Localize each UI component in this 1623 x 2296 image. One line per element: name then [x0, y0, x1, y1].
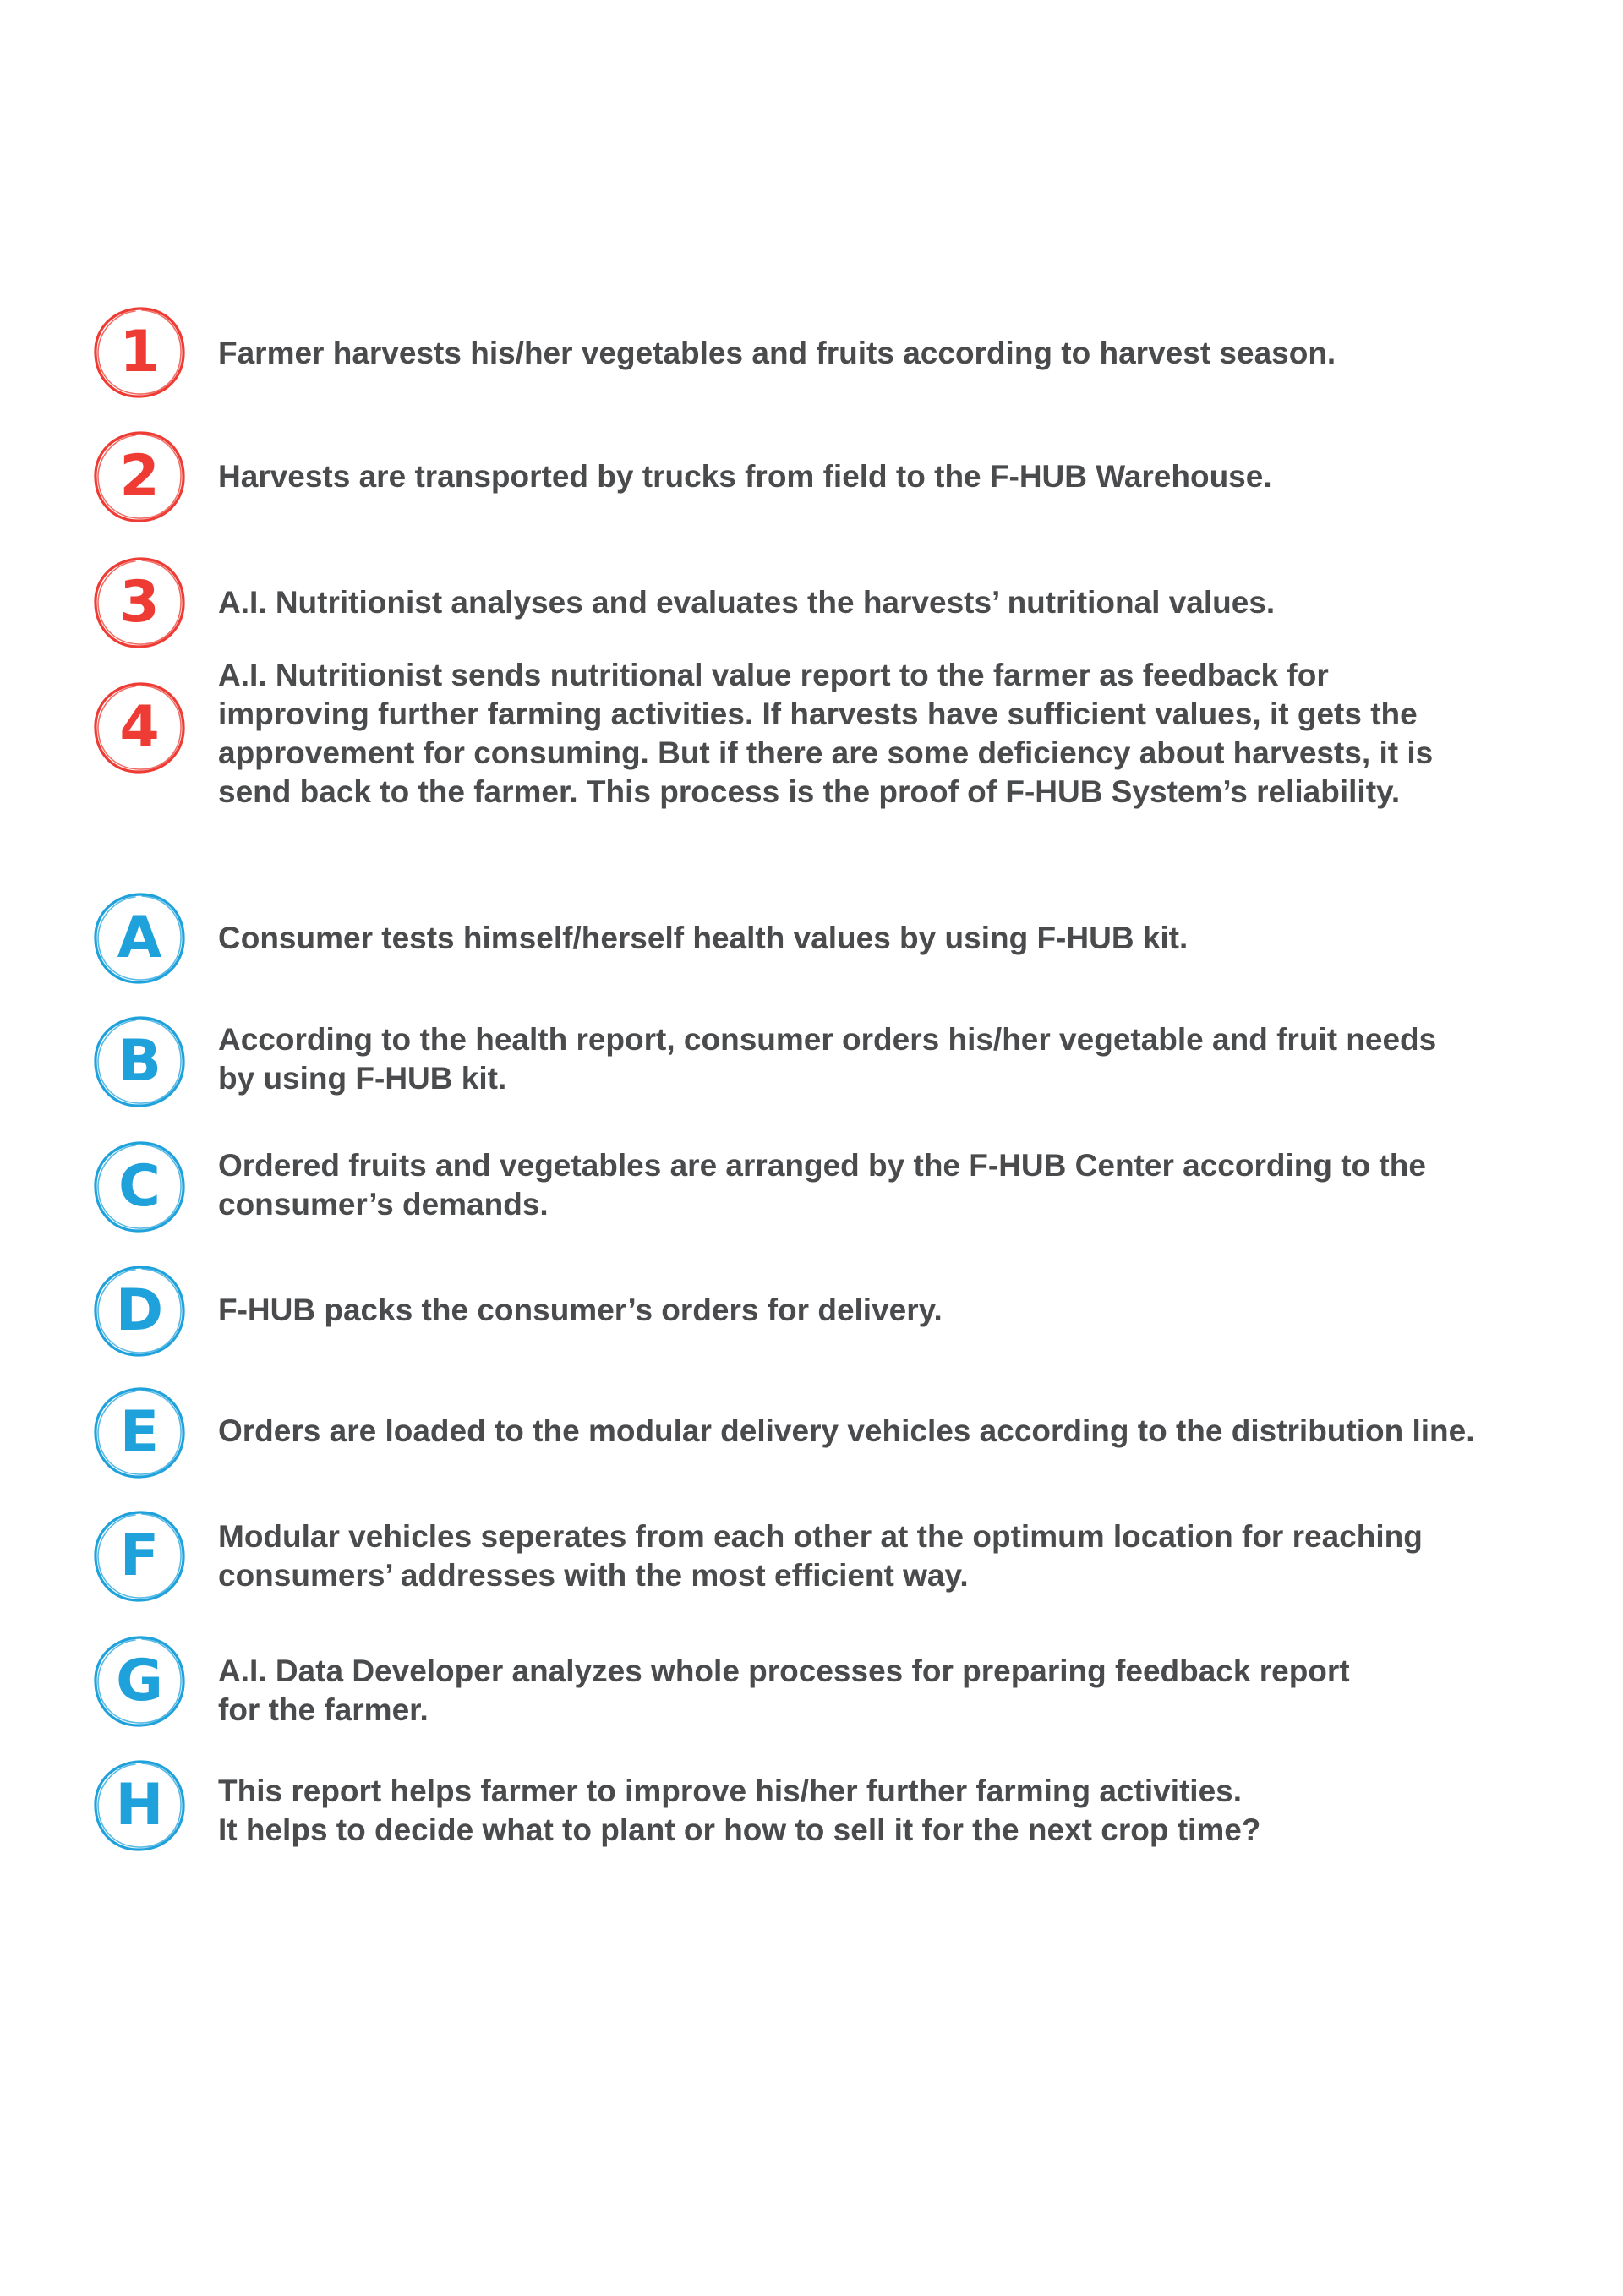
- step-description: Ordered fruits and vegetables are arranged by the F-HUB Center according to the consumer’s demands.: [218, 1148, 1426, 1222]
- step-description: F-HUB packs the consumer’s orders for delivery.: [218, 1293, 943, 1327]
- step-description: Orders are loaded to the modular delivery vehicles according to the distribution line.: [218, 1413, 1475, 1448]
- step-description: A.I. Nutritionist analyses and evaluates the harvests’ nutritional values.: [218, 585, 1276, 620]
- step-description: A.I. Nutritionist sends nutritional value report to the farmer as feedback for improving further farming activities. If harvests have sufficient values, it gets the approvement for consuming. But if there are some deficiency about harvests, it is send back to the farmer. This process is the proof of F-HUB System’s reliability.: [218, 658, 1434, 809]
- step-letter-badge: E: [91, 1385, 188, 1481]
- step-number-badge: 3: [91, 555, 188, 651]
- step-description: A.I. Data Developer analyzes whole processes for preparing feedback report for the farmer.: [218, 1654, 1350, 1727]
- step-letter-badge: B: [91, 1014, 188, 1110]
- step-letter-badge: C: [91, 1139, 188, 1235]
- step-description: According to the health report, consumer orders his/her vegetable and fruit needs by using F-HUB kit.: [218, 1022, 1437, 1096]
- step-letter-badge: D: [91, 1263, 188, 1359]
- step-number-badge: 1: [91, 304, 188, 401]
- step-number-badge: 2: [91, 429, 188, 525]
- step-description: Farmer harvests his/her vegetables and fruits according to harvest season.: [218, 336, 1336, 370]
- step-letter-badge: A: [91, 890, 188, 987]
- step-description: This report helps farmer to improve his/her further farming activities. It helps to decide what to plant or how to sell it for the next crop time?: [218, 1774, 1261, 1847]
- step-letter-badge: H: [91, 1758, 188, 1854]
- step-number-badge: 4: [91, 680, 188, 776]
- step-description: Consumer tests himself/herself health values by using F-HUB kit.: [218, 921, 1189, 955]
- step-letter-badge: G: [91, 1633, 188, 1730]
- step-description: Harvests are transported by trucks from field to the F-HUB Warehouse.: [218, 459, 1272, 494]
- step-description: Modular vehicles seperates from each other at the optimum location for reaching consumers’ addresses with the most efficient way.: [218, 1519, 1423, 1593]
- step-letter-badge: F: [91, 1508, 188, 1604]
